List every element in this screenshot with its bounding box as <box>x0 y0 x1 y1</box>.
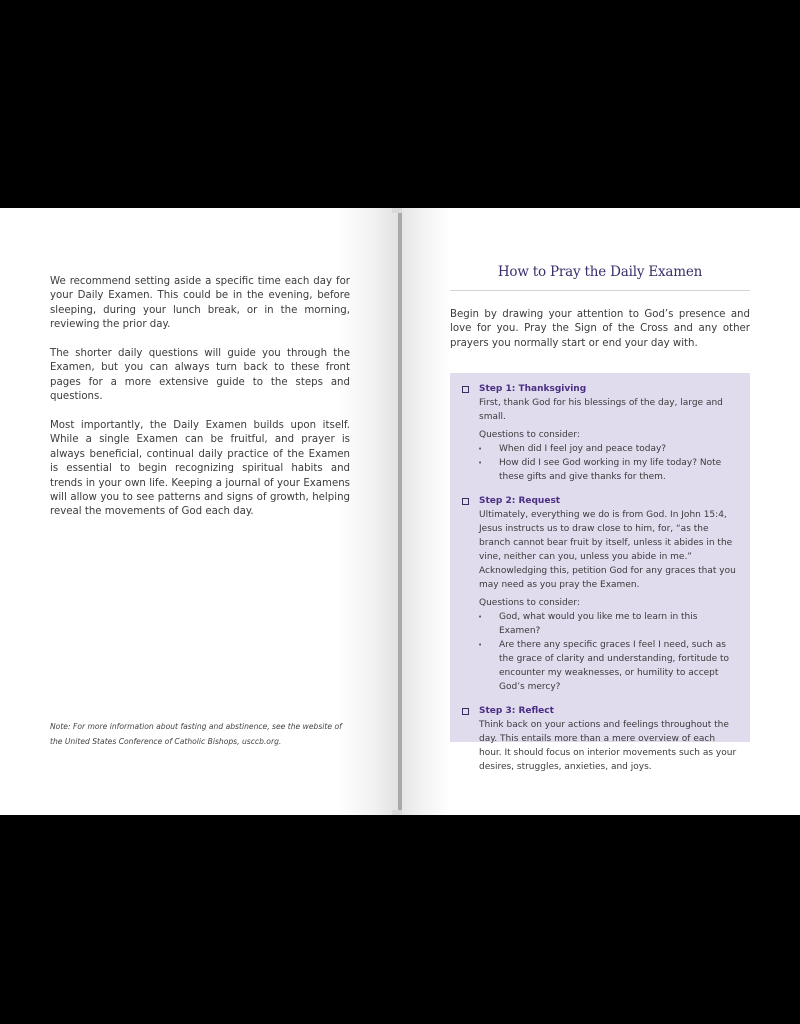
left-page <box>0 208 398 815</box>
step-body: Think back on your actions and feelings throughout the day. This entails more than a mere overview of each hour. It should focus on interior movements such as your desires, struggles, anxieties, and joys. <box>479 720 737 772</box>
title-divider <box>450 290 750 291</box>
list-item: • When did I feel joy and peace today? <box>479 442 740 456</box>
step-3 <box>462 704 740 774</box>
checkbox-icon[interactable] <box>462 386 469 393</box>
checkbox-icon[interactable] <box>462 708 469 715</box>
step-body: Ultimately, everything we do is from God. In John 15:4, Jesus instructs us to draw close to him, for, “as the branch cannot bear fruit by itself, unless it abides in the vine, neither can you, unless you abide in me.” Acknowledging this, petition God for any graces that you may need as you pray the Examen. <box>479 510 736 590</box>
paragraph: Most importantly, the Daily Examen builds upon itself. While a single Examen can be fruitful, and prayer is always beneficial, continual daily practice of the Examen is essential to begin recognizing spiritual habits and trends in your own life. Keeping a journal of your Examens will allow you to see patterns and signs of growth, helping reveal the movements of God each day. <box>50 420 350 518</box>
step-body: First, thank God for his blessings of the day, large and small. <box>479 398 723 422</box>
step-title: Step 2: Request <box>479 496 561 506</box>
paragraph: The shorter daily questions will guide you through the Examen, but you can always turn back to these front pages for a more extensive guide to the steps and questions. <box>50 348 350 403</box>
paragraph: We recommend setting aside a specific time each day for your Daily Examen. This could be in the evening, before sleeping, during your lunch break, or in the morning, reviewing the prior day. <box>50 276 350 331</box>
questions-label: Questions to consider: <box>479 598 580 608</box>
page-title: How to Pray the Daily Examen <box>497 264 703 280</box>
list-item: • How did I see God working in my life today? Note these gifts and give thanks for them. <box>479 456 740 484</box>
step-title: Step 3: Reflect <box>479 706 554 716</box>
list-item: • Are there any specific graces I feel I need, such as the grace of clarity and understanding, fortitude to encounter my weaknesses, or humility to accept God’s mercy? <box>479 638 740 694</box>
footnote: Note: For more information about fasting and abstinence, see the website of the United States Conference of Catholic Bishops, usccb.org. <box>50 722 342 746</box>
steps-box <box>450 373 750 772</box>
book-spread <box>0 208 800 815</box>
step-1 <box>462 382 740 484</box>
left-page-body <box>50 275 350 534</box>
questions-label: Questions to consider: <box>479 430 580 440</box>
step-2 <box>462 494 740 694</box>
list-item: • God, what would you like me to learn in this Examen? <box>479 610 740 638</box>
question-list <box>479 610 740 694</box>
step-title: Step 1: Thanksgiving <box>479 384 587 394</box>
intro-paragraph: Begin by drawing your attention to God’s presence and love for you. Pray the Sign of the Cross and any other prayers you normally start or end your day with. <box>450 309 750 349</box>
checkbox-icon[interactable] <box>462 498 469 505</box>
question-list <box>479 442 740 484</box>
